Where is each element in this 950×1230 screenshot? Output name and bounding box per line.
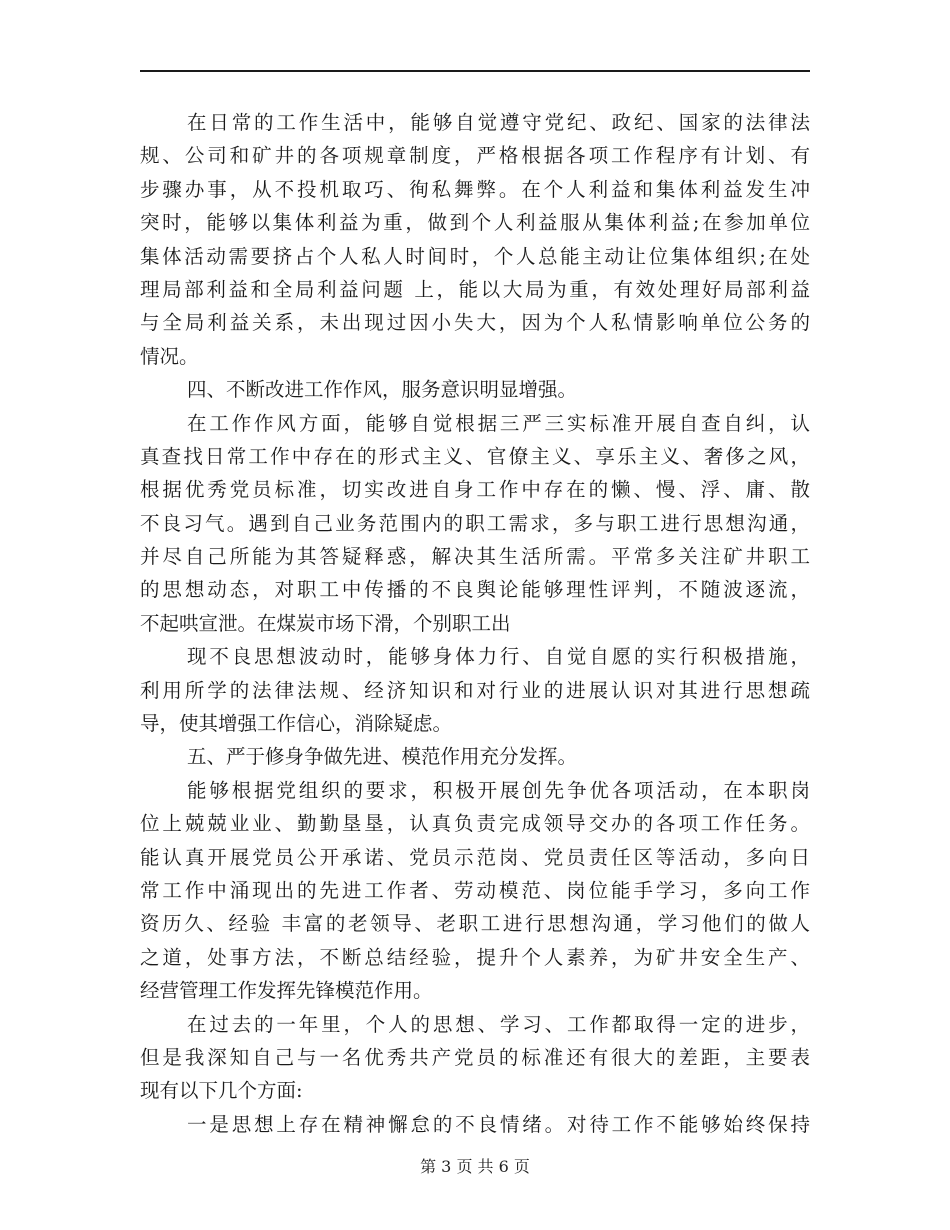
text-line: 之道，处事方法，不断总结经验，提升个人素养，为矿井安全生产、 (140, 945, 810, 969)
text-line: 一是思想上存在精神懈怠的不良情绪。对待工作不能够始终保持 (187, 1112, 810, 1136)
text-line: 现有以下几个方面: (140, 1079, 303, 1103)
text-line: 在工作作风方面，能够自觉根据三严三实标准开展自查自纠，认 (187, 411, 810, 435)
text-line: 情况。 (140, 344, 199, 368)
text-line: 五、严于修身争做先进、模范作用充分发挥。 (187, 745, 578, 769)
page-number-footer: 第 3 页 共 6 页 (420, 1157, 530, 1176)
text-line: 常工作中涌现出的先进工作者、劳动模范、岗位能手学习，多向工作 (140, 878, 810, 902)
text-line: 突时，能够以集体利益为重，做到个人利益服从集体利益;在参加单位 (140, 211, 810, 235)
text-line: 与全局利益关系，未出现过因小失大，因为个人私情影响单位公务的 (140, 311, 810, 335)
text-line: 根据优秀党员标准，切实改进自身工作中存在的懒、慢、浮、庸、散 (140, 478, 810, 502)
text-line: 现不良思想波动时，能够身体力行、自觉自愿的实行积极措施， (187, 645, 810, 669)
text-line: 规、公司和矿井的各项规章制度，严格根据各项工作程序有计划、有 (140, 144, 810, 168)
text-line: 利用所学的法律法规、经济知识和对行业的进展认识对其进行思想疏 (140, 678, 810, 702)
text-line: 步骤办事，从不投机取巧、徇私舞弊。在个人利益和集体利益发生冲 (140, 177, 810, 201)
text-line: 在日常的工作生活中，能够自觉遵守党纪、政纪、国家的法律法 (187, 111, 810, 134)
text-line: 能够根据党组织的要求，积极开展创先争优各项活动，在本职岗 (187, 778, 810, 802)
text-line: 并尽自己所能为其答疑释惑，解决其生活所需。平常多关注矿井职工 (140, 545, 810, 569)
document-body (140, 106, 810, 1141)
text-line: 在过去的一年里，个人的思想、学习、工作都取得一定的进步， (187, 1012, 810, 1036)
text-line: 集体活动需要挤占个人私人时间时，个人总能主动让位集体组织;在处 (140, 244, 810, 268)
text-line: 经营管理工作发挥先锋模范作用。 (140, 979, 433, 1003)
text-line: 能认真开展党员公开承诺、党员示范岗、党员责任区等活动，多向日 (140, 845, 810, 869)
text-line: 的思想动态，对职工中传播的不良舆论能够理性评判，不随波逐流， (140, 578, 810, 602)
text-line: 但是我深知自己与一名优秀共产党员的标准还有很大的差距，主要表 (140, 1045, 810, 1069)
text-line: 资历久、经验 丰富的老领导、老职工进行思想沟通，学习他们的做人 (140, 912, 810, 936)
text-line: 四、不断改进工作作风，服务意识明显增强。 (187, 378, 578, 402)
text-line: 理局部利益和全局利益问题 上，能以大局为重，有效处理好局部利益 (140, 277, 810, 301)
text-line: 真查找日常工作中存在的形式主义、官僚主义、享乐主义、奢侈之风， (140, 444, 810, 468)
text-line: 不起哄宣泄。在煤炭市场下滑，个别职工出 (140, 611, 511, 635)
text-line: 导，使其增强工作信心，消除疑虑。 (140, 712, 453, 736)
header-rule (140, 70, 810, 72)
text-line: 位上兢兢业业、勤勤垦垦，认真负责完成领导交办的各项工作任务。 (140, 812, 810, 836)
text-line: 不良习气。遇到自己业务范围内的职工需求，多与职工进行思想沟通， (140, 511, 810, 535)
